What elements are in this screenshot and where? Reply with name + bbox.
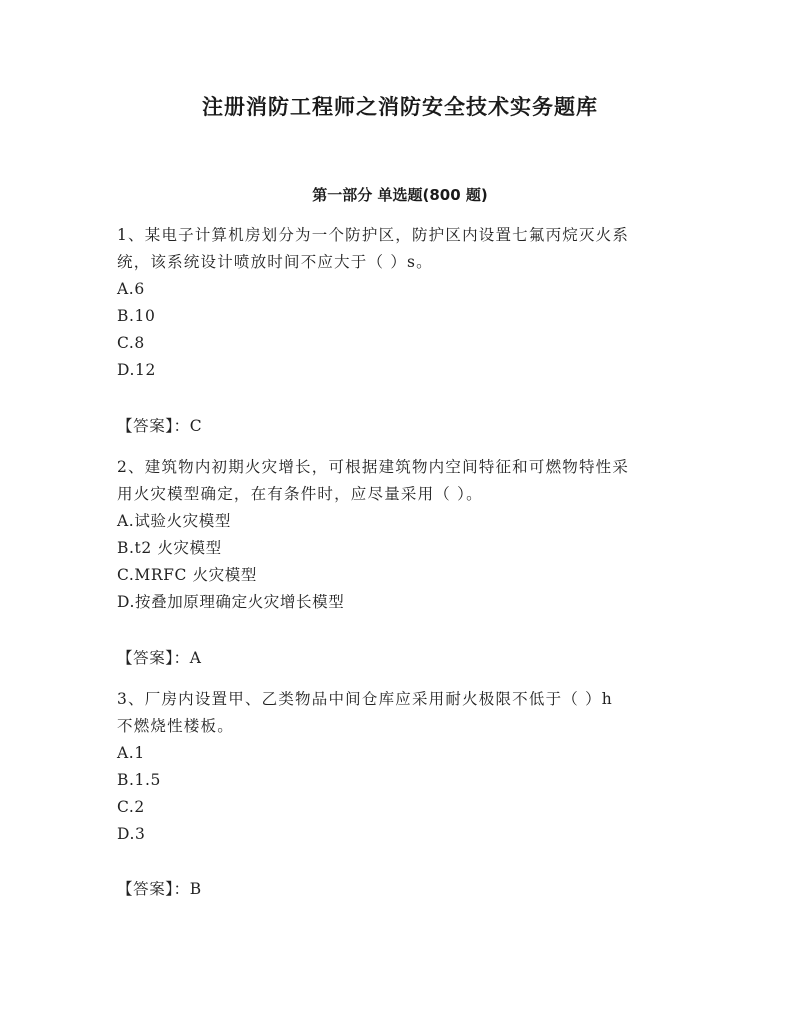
option-d: D.3: [117, 825, 146, 843]
option-a: A.6: [117, 280, 145, 298]
answer-2: [117, 645, 202, 672]
answer-3: [117, 876, 202, 903]
question-text-line: 1、某电子计算机房划分为一个防护区，防护区内设置七氟丙烷灭火系: [117, 226, 630, 244]
option-d: D.12: [117, 361, 156, 379]
question-2: [117, 454, 683, 616]
option-d: D.按叠加原理确定火灾增长模型: [117, 593, 345, 611]
question-3: [117, 686, 683, 848]
question-text-line: 统，该系统设计喷放时间不应大于（ ）s。: [117, 253, 433, 271]
answer-value: B: [189, 880, 202, 898]
option-c: C.8: [117, 334, 145, 352]
option-b: B.10: [117, 307, 156, 325]
option-b: B.1.5: [117, 771, 161, 789]
document-title: 注册消防工程师之消防安全技术实务题库: [202, 95, 598, 119]
answer-value: A: [189, 649, 202, 667]
answer-value: C: [189, 417, 203, 435]
question-text-line: 用火灾模型确定，在有条件时，应尽量采用（ ）。: [117, 485, 483, 503]
answer-label: 【答案】：: [117, 649, 190, 667]
option-c: C.MRFC 火灾模型: [117, 566, 257, 584]
answer-1: [117, 413, 202, 440]
section-heading: 第一部分 单选题(800 题): [312, 186, 488, 204]
answer-label: 【答案】：: [117, 880, 190, 898]
question-text-line: 3、厂房内设置甲、乙类物品中间仓库应采用耐火极限不低于（ ）h: [117, 690, 613, 708]
question-text-line: 不燃烧性楼板。: [117, 717, 234, 735]
option-b: B.t2 火灾模型: [117, 539, 222, 557]
option-a: A.试验火灾模型: [117, 512, 231, 530]
question-1: [117, 222, 683, 384]
option-a: A.1: [117, 744, 145, 762]
question-text-line: 2、建筑物内初期火灾增长，可根据建筑物内空间特征和可燃物特性采: [117, 458, 630, 476]
option-c: C.2: [117, 798, 145, 816]
answer-label: 【答案】：: [117, 417, 190, 435]
